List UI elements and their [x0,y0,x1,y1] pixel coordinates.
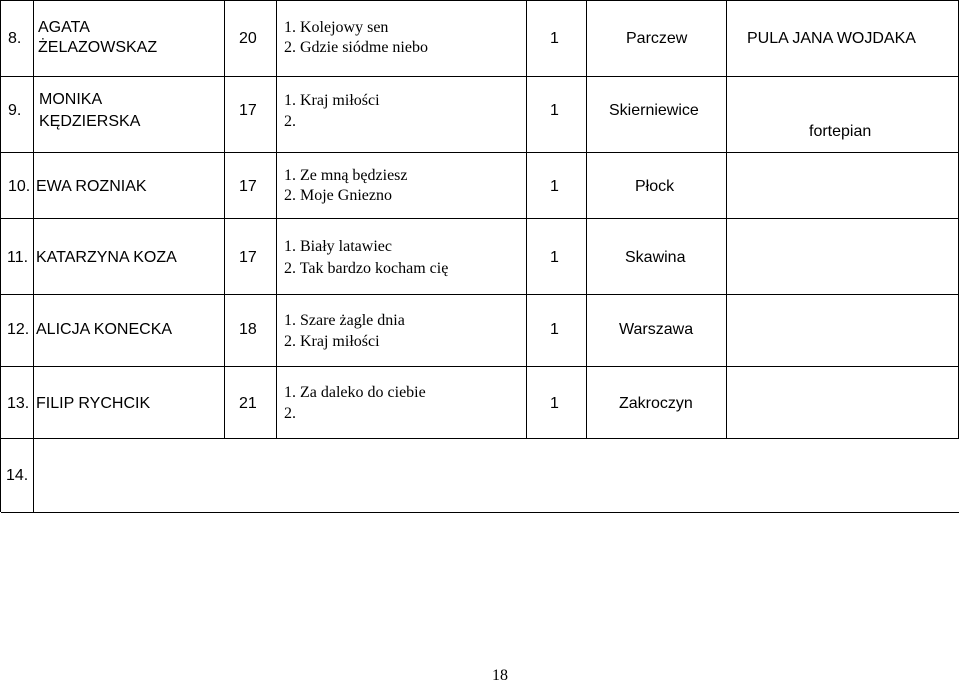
age-value: 20 [239,30,257,47]
participant-surname: ŻELAZOWSKAZ [38,39,158,56]
age-cell [225,367,277,438]
table-row [1,439,959,513]
city-name: Zakroczyn [619,395,693,412]
song-2: 2. [284,113,296,130]
name-cell [34,219,225,294]
table-row [1,219,959,295]
name-cell [34,295,225,366]
city-cell [587,367,727,438]
songs-cell [277,295,527,366]
extra-cell [727,153,959,218]
age-value: 21 [239,395,257,412]
city-cell [587,1,727,76]
participant-name: EWA ROZNIAK [36,178,147,195]
row-number: 14. [6,467,29,484]
count-cell [527,77,587,152]
age-cell [225,1,277,76]
song-1: 1. Biały latawiec [284,238,392,255]
count-value: 1 [550,102,559,119]
participant-name: MONIKA [39,91,103,108]
city-name: Parczew [626,30,688,47]
song-2: 2. Tak bardzo kocham cię [284,260,449,277]
count-value: 1 [550,395,559,412]
count-cell [527,1,587,76]
row-number-cell [1,219,34,294]
row-number-cell [1,1,34,76]
age-value: 17 [239,102,257,119]
age-cell [225,153,277,218]
count-cell [527,295,587,366]
age-value: 18 [239,321,257,338]
table-row [1,153,959,219]
extra-note: PULA JANA WOJDAKA [747,30,916,47]
song-1: 1. Kraj miłości [284,92,380,109]
row-number: 12. [7,321,30,338]
table-row [1,1,959,77]
count-cell [527,153,587,218]
songs-cell [277,367,527,438]
age-value: 17 [239,249,257,266]
city-name: Warszawa [619,321,694,338]
songs-cell [277,77,527,152]
songs-cell [277,1,527,76]
table-row [1,295,959,367]
count-value: 1 [550,321,559,338]
name-cell [34,153,225,218]
count-cell [527,367,587,438]
name-cell [34,1,225,76]
city-cell [587,77,727,152]
participant-name: ALICJA KONECKA [36,321,173,338]
row-number-cell [1,77,34,152]
count-value: 1 [550,249,559,266]
song-2: 2. Kraj miłości [284,333,380,350]
extra-cell [727,367,959,438]
row-number: 10. [8,178,31,195]
city-name: Płock [635,178,675,195]
song-1: 1. Za daleko do ciebie [284,384,426,401]
name-cell [34,77,225,152]
city-name: Skawina [625,249,686,266]
city-name: Skierniewice [609,102,699,119]
extra-note: fortepian [809,123,872,140]
age-cell [225,295,277,366]
extra-cell [727,219,959,294]
city-cell [587,219,727,294]
song-1: 1. Ze mną będziesz [284,167,408,184]
table-row [1,367,959,439]
song-2: 2. Gdzie siódme niebo [284,39,428,56]
row-number: 11. [7,249,29,266]
participant-name: AGATA [38,19,90,36]
row-number: 9. [8,102,22,119]
extra-cell [727,77,959,152]
songs-cell [277,153,527,218]
song-1: 1. Kolejowy sen [284,19,389,36]
count-value: 1 [550,178,559,195]
participant-name: FILIP RYCHCIK [36,395,151,412]
extra-cell [727,1,959,76]
city-cell [587,153,727,218]
name-cell [34,367,225,438]
participant-name: KATARZYNA KOZA [36,249,177,266]
row-number: 8. [8,30,22,47]
page-number: 18 [492,667,508,684]
extra-cell [727,295,959,366]
song-2: 2. [284,405,296,422]
table-row [1,77,959,153]
participant-surname: KĘDZIERSKA [39,113,141,130]
age-value: 17 [239,178,257,195]
row-number-cell [1,295,34,366]
song-1: 1. Szare żagle dnia [284,312,405,329]
row-number-cell [1,367,34,438]
count-value: 1 [550,30,559,47]
song-2: 2. Moje Gniezno [284,187,392,204]
age-cell [225,219,277,294]
age-cell [225,77,277,152]
songs-cell [277,219,527,294]
row-number-cell [1,153,34,218]
city-cell [587,295,727,366]
row-number-cell [1,439,34,512]
count-cell [527,219,587,294]
row-number: 13. [7,395,30,412]
